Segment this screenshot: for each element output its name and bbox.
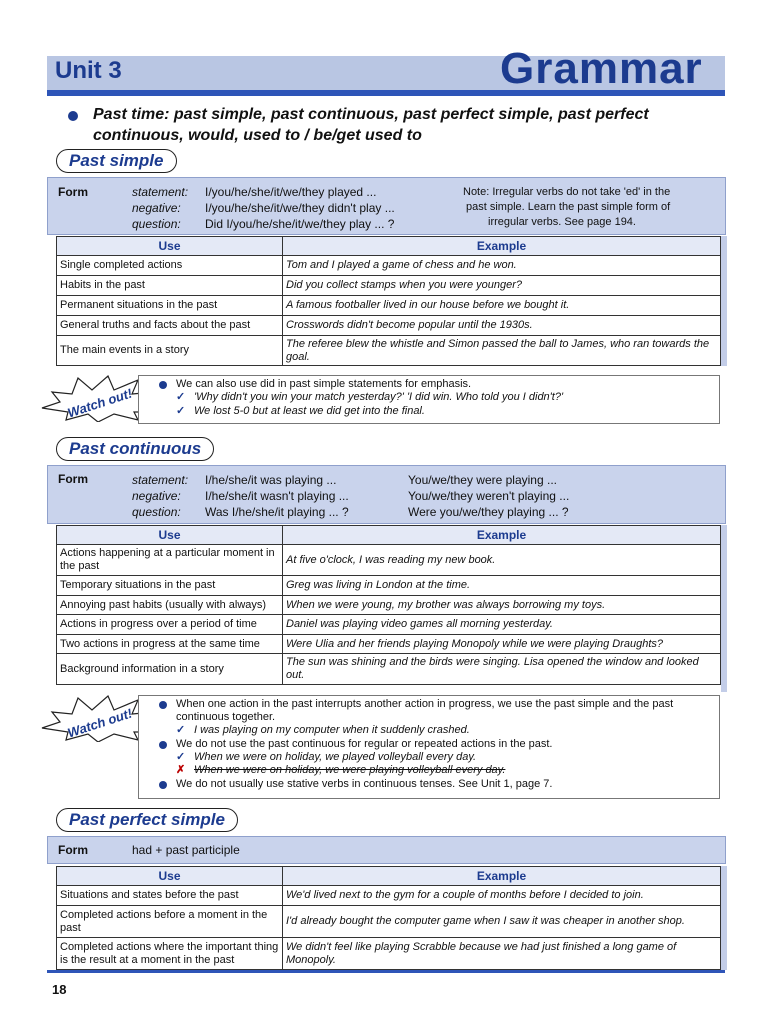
table-past-simple — [56, 236, 721, 366]
section-title-past-continuous: Past continuous — [56, 437, 214, 461]
form-row-text: You/we/they weren't playing ... — [408, 489, 570, 503]
form-box-past-perfect — [47, 836, 726, 864]
table-row — [57, 276, 721, 296]
form-row-label: statement: — [132, 185, 189, 199]
table-row — [57, 654, 721, 685]
table-row — [57, 256, 721, 276]
table-row — [57, 938, 721, 970]
example-cell: The sun was shining and the birds were singing. Lisa opened the window and looked out. — [283, 654, 721, 685]
use-cell: Habits in the past — [57, 276, 283, 296]
example-header: Example — [283, 867, 721, 886]
example-cell: We'd lived next to the gym for a couple of months before I decided to join. — [283, 886, 721, 906]
example-cell: Greg was living in London at the time. — [283, 576, 721, 596]
form-row-text: had + past participle — [132, 843, 240, 857]
tick-icon: ✓ — [176, 405, 186, 417]
use-cell: Permanent situations in the past — [57, 296, 283, 316]
use-cell: Actions happening at a particular moment in the past — [57, 545, 283, 576]
bullet-icon — [159, 741, 167, 749]
form-label: Form — [58, 472, 88, 486]
bullet-icon — [159, 701, 167, 709]
use-header: Use — [57, 867, 283, 886]
table-row — [57, 615, 721, 635]
watch-out-example: When we were on holiday, we played volleyball every day. — [194, 751, 477, 763]
table-row — [57, 545, 721, 576]
use-cell: The main events in a story — [57, 336, 283, 366]
watch-out-label: Watch out! — [65, 705, 134, 741]
topic-heading: Past time: past simple, past continuous, past perfect simple, past perfect continuous, would, used to / be/get used to — [93, 106, 649, 144]
form-row-label: statement: — [132, 473, 189, 487]
form-row-text: Did I/you/he/she/it/we/they play ... ? — [205, 217, 395, 231]
table-shadow — [721, 525, 727, 692]
unit-label: Unit 3 — [55, 57, 122, 84]
table-row — [57, 296, 721, 316]
form-row-label: question: — [132, 217, 181, 231]
example-cell: When we were young, my brother was always borrowing my toys. — [283, 596, 721, 615]
use-cell: Two actions in progress at the same time — [57, 635, 283, 654]
irregular-note-line: past simple. Learn the past simple form of — [466, 201, 671, 213]
use-cell: Temporary situations in the past — [57, 576, 283, 596]
example-header: Example — [283, 237, 721, 256]
watch-out-example: I was playing on my computer when it suddenly crashed. — [194, 724, 470, 736]
form-row-label: question: — [132, 505, 181, 519]
example-cell: Daniel was playing video games all morning yesterday. — [283, 615, 721, 635]
watch-out-line: We do not use the past continuous for regular or repeated actions in the past. — [176, 738, 553, 750]
example-cell: At five o'clock, I was reading my new book. — [283, 545, 721, 576]
watch-out-line: We can also use did in past simple statements for emphasis. — [176, 378, 472, 390]
form-row-text: I/he/she/it wasn't playing ... — [205, 489, 349, 503]
watch-out-label: Watch out! — [65, 385, 134, 421]
bullet-icon — [68, 111, 78, 121]
example-cell: I'd already bought the computer game when I saw it was cheaper in another shop. — [283, 906, 721, 938]
form-row-text: I/he/she/it was playing ... — [205, 473, 337, 487]
example-cell: The referee blew the whistle and Simon passed the ball to James, who ran towards the goal. — [283, 336, 721, 366]
footer-rule — [47, 970, 725, 973]
example-header: Example — [283, 526, 721, 545]
bullet-icon — [159, 381, 167, 389]
watch-out-example: We lost 5-0 but at least we did get into the final. — [194, 405, 425, 417]
tick-icon: ✓ — [176, 724, 186, 736]
form-label: Form — [58, 843, 88, 857]
form-row-label: negative: — [132, 489, 181, 503]
table-shadow — [721, 236, 727, 366]
watch-out-line: When one action in the past interrupts another action in progress, we use the past simple and the past — [176, 698, 674, 710]
use-cell: Completed actions where the important thing is the result at a moment in the past — [57, 938, 283, 970]
form-row-label: negative: — [132, 201, 181, 215]
example-cell: We didn't feel like playing Scrabble because we had just finished a long game of Monopoly. — [283, 938, 721, 970]
form-row-text: Were you/we/they playing ... ? — [408, 505, 569, 519]
table-row — [57, 635, 721, 654]
use-cell: Situations and states before the past — [57, 886, 283, 906]
watch-out-box-past-continuous — [138, 695, 720, 799]
table-row — [57, 316, 721, 336]
example-cell: Did you collect stamps when you were younger? — [283, 276, 721, 296]
bullet-icon — [159, 781, 167, 789]
page-title: Grammar — [500, 44, 703, 93]
table-shadow — [721, 866, 727, 970]
table-row — [57, 906, 721, 938]
form-row-text: I/you/he/she/it/we/they didn't play ... — [205, 201, 395, 215]
use-cell: Actions in progress over a period of time — [57, 615, 283, 635]
section-title-past-perfect-simple: Past perfect simple — [56, 808, 238, 832]
watch-out-line: continuous together. — [176, 711, 276, 723]
irregular-note-line: Note: Irregular verbs do not take 'ed' in the — [463, 186, 671, 198]
tick-icon: ✓ — [176, 751, 186, 763]
irregular-note-line: irregular verbs. See page 194. — [488, 216, 636, 228]
watch-out-wrong-example: When we were on holiday, we were playing volleyball every day. — [194, 764, 506, 776]
watch-out-example: 'Why didn't you win your match yesterday?' 'I did win. Who told you I didn't?' — [194, 391, 564, 403]
use-header: Use — [57, 237, 283, 256]
table-past-perfect — [56, 866, 721, 970]
use-cell: Background information in a story — [57, 654, 283, 685]
table-row — [57, 576, 721, 596]
example-cell: A famous footballer lived in our house before we bought it. — [283, 296, 721, 316]
tick-icon: ✓ — [176, 391, 186, 403]
use-header: Use — [57, 526, 283, 545]
table-row — [57, 886, 721, 906]
watch-out-line: We do not usually use stative verbs in continuous tenses. See Unit 1, page 7. — [176, 778, 553, 790]
table-past-continuous — [56, 525, 721, 685]
use-cell: Single completed actions — [57, 256, 283, 276]
example-cell: Were Ulia and her friends playing Monopoly while we were playing Draughts? — [283, 635, 721, 654]
use-cell: Completed actions before a moment in the past — [57, 906, 283, 938]
form-row-text: Was I/he/she/it playing ... ? — [205, 505, 349, 519]
form-row-text: You/we/they were playing ... — [408, 473, 557, 487]
form-row-text: I/you/he/she/it/we/they played ... — [205, 185, 377, 199]
cross-icon: ✗ — [176, 764, 186, 776]
section-title-past-simple: Past simple — [56, 149, 177, 173]
page-number: 18 — [52, 982, 67, 997]
example-cell: Crosswords didn't become popular until the 1930s. — [283, 316, 721, 336]
table-row — [57, 336, 721, 366]
form-box-past-simple — [47, 177, 726, 235]
use-cell: General truths and facts about the past — [57, 316, 283, 336]
table-row — [57, 596, 721, 615]
watch-out-box-past-simple — [138, 375, 720, 424]
form-label: Form — [58, 185, 88, 199]
example-cell: Tom and I played a game of chess and he won. — [283, 256, 721, 276]
use-cell: Annoying past habits (usually with always) — [57, 596, 283, 615]
form-box-past-continuous — [47, 465, 726, 524]
